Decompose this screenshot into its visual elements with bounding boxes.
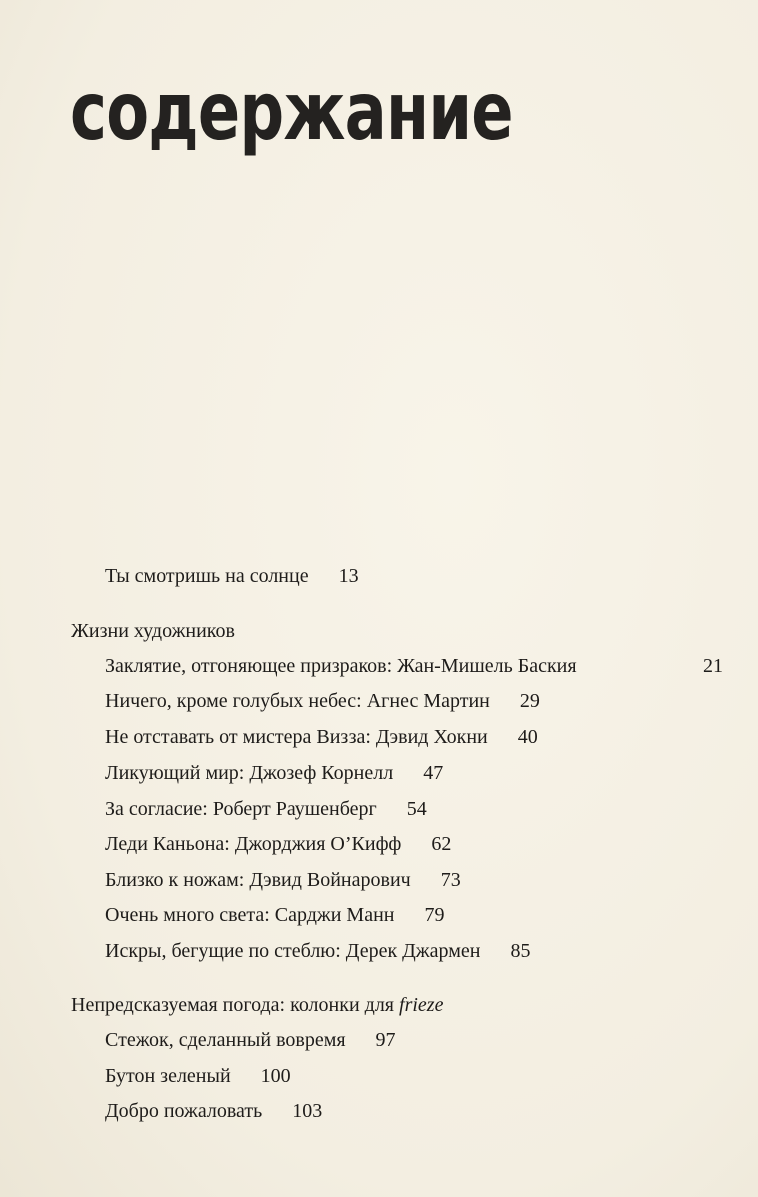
page-title: содержание [70, 65, 513, 158]
section-heading-text: Жизни художников [71, 620, 235, 642]
toc-entry [105, 868, 461, 892]
toc-entry [105, 1064, 291, 1088]
toc-entry-page: 100 [260, 1065, 291, 1087]
toc-entry [105, 797, 427, 821]
toc-entry [105, 939, 530, 963]
toc-entry-label: Добро пожаловать [105, 1100, 263, 1122]
toc-section-heading [71, 993, 443, 1017]
toc-entry-label: Искры, бегущие по стеблю: Дерек Джармен [105, 940, 481, 962]
toc-entry-page: 29 [519, 690, 540, 712]
toc-entry [105, 1099, 322, 1123]
toc-entry [105, 903, 444, 927]
toc-entry [105, 1028, 396, 1052]
toc-entry [105, 725, 538, 749]
toc-entry-page: 62 [431, 833, 452, 855]
toc-section-heading [71, 619, 235, 643]
toc-entry [105, 761, 443, 785]
toc-entry-page: 73 [440, 869, 461, 891]
toc-entry [105, 564, 359, 588]
toc-entry-label: Леди Каньона: Джорджия О’Кифф [105, 833, 402, 855]
toc-entry-label: Очень много света: Сарджи Манн [105, 904, 395, 926]
toc-entry-page: 103 [292, 1100, 323, 1122]
toc-entry-page: 54 [406, 798, 427, 820]
toc-entry-label: Ты смотришь на солнце [105, 565, 309, 587]
toc-entry-label: Не отставать от мистера Визза: Дэвид Хокни [105, 726, 488, 748]
section-heading-text: Непредсказуемая погода: колонки для [71, 994, 400, 1016]
toc-entry-label: Бутон зеленый [105, 1065, 231, 1087]
section-heading-italic: frieze [399, 994, 444, 1016]
toc-entry-label: Ничего, кроме голубых небес: Агнес Мартин [105, 690, 490, 712]
toc-entry-page: 97 [375, 1029, 396, 1051]
toc-entry-label: Близко к ножам: Дэвид Войнарович [105, 869, 411, 891]
toc-entry-label: Ликующий мир: Джозеф Корнелл [105, 762, 394, 784]
toc-entry-label: За согласие: Роберт Раушенберг [105, 798, 377, 820]
toc-entry-page: 13 [338, 565, 359, 587]
toc-entry-label: Стежок, сделанный вовремя [105, 1029, 346, 1051]
toc-entry [105, 654, 577, 678]
toc-entry-page: 79 [424, 904, 445, 926]
toc-entry-page: 47 [423, 762, 444, 784]
toc-entry [105, 689, 540, 713]
toc-entry-label: Заклятие, отгоняющее призраков: Жан-Мишель Баския [105, 655, 577, 677]
toc-entry-page: 21 [703, 655, 723, 677]
toc-entry [105, 832, 451, 856]
toc-entry-page: 40 [517, 726, 538, 748]
toc-entry-page: 85 [510, 940, 531, 962]
